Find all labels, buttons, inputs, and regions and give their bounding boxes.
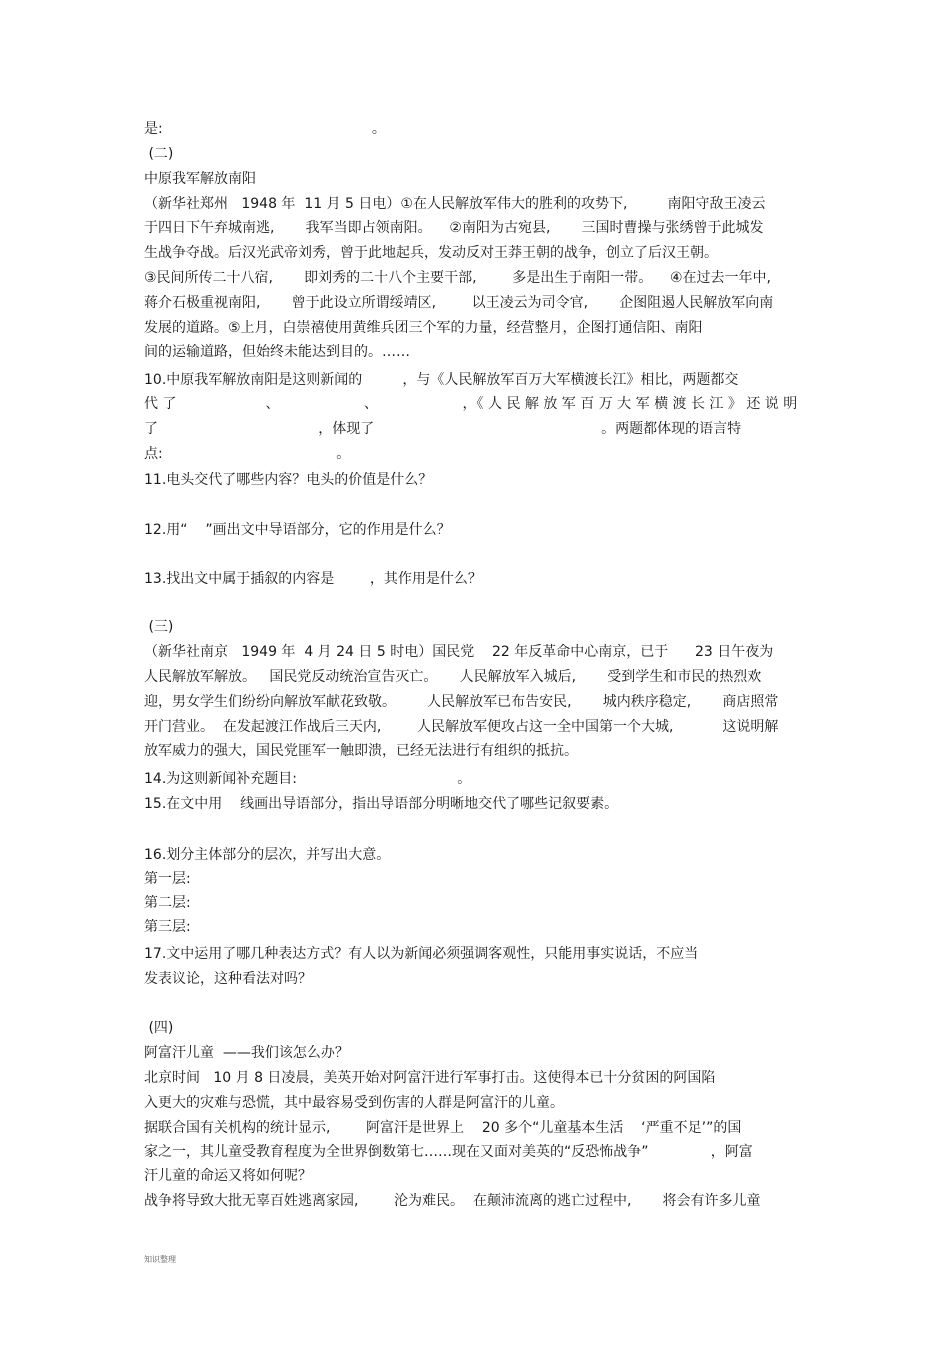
text-line: 据联合国有关机构的统计显示, 阿富汗是世界上 20 多个“儿童基本生活 ‘严重不足’”的国 <box>144 1120 742 1136</box>
section-heading: (二) <box>144 146 174 162</box>
question-10: 10.中原我军解放南阳是这则新闻的 ，与《人民解放军百万大军横渡长江》相比，两题都交 <box>144 372 739 388</box>
text-line: 点: 。 <box>144 446 351 462</box>
text-line: 迎，男女学生们纷纷向解放军献花致敬。 人民解放军已布告安民, 城内秩序稳定, 商店照常 <box>144 694 779 710</box>
text-line: 是: 。 <box>144 121 386 137</box>
section-heading: (三) <box>144 619 174 635</box>
text-line: 代 了 、 、 ，《 人 民 解 放 军 百 万 大 军 横 渡 长 江 》 还 说 明 <box>144 396 798 412</box>
text-line: 生战争夺战。后汉光武帝刘秀，曾于此地起兵，发动反对王莽王朝的战争，创立了后汉王朝。 <box>144 245 718 261</box>
text-line: 入更大的灾难与恐慌，其中最容易受到伤害的人群是阿富汗的儿童。 <box>144 1095 564 1111</box>
question-12: 12.用“ ”画出文中导语部分，它的作用是什么？ <box>144 522 451 538</box>
text-line: 家之一，其儿童受教育程度为全世界倒数第七……现在又面对美英的“反恐怖战争” ，阿富 <box>144 1144 753 1160</box>
question-11: 11.电头交代了哪些内容？电头的价值是什么？ <box>144 472 433 488</box>
question-17: 17.文中运用了哪几种表达方式？有人以为新闻必须强调客观性，只能用事实说话，不应当 <box>144 946 699 962</box>
text-line: 发展的道路。⑤上月，白崇禧使用黄维兵团三个军的力量，经营整月，企图打通信阳、南阳 <box>144 320 703 336</box>
text-line: （新华社南京 1949 年 4 月 24 日 5 时电）国民党 22 年反革命中心南京，已于 23 日午夜为 <box>144 644 774 660</box>
text-line: ③民间所传二十八宿, 即刘秀的二十八个主要干部, 多是出生于南阳一带。 ④在过去一年中, <box>144 270 772 286</box>
text-line: 于四日下午弃城南逃, 我军当即占领南阳。 ②南阳为古宛县, 三国时曹操与张绣曾于此城发 <box>144 220 764 236</box>
text-line: 第一层: <box>144 871 191 887</box>
text-line: 放军威力的强大，国民党匪军一触即溃，已经无法进行有组织的抵抗。 <box>144 743 578 759</box>
text-line: 第三层: <box>144 919 191 935</box>
page-footer: 知识整理 <box>144 1255 176 1264</box>
text-line: 战争将导致大批无辜百姓逃离家园, 沦为难民。 在颠沛流离的逃亡过程中, 将会有许多儿童 <box>144 1193 761 1209</box>
news-title: 中原我军解放南阳 <box>144 171 256 187</box>
question-13: 13.找出文中属于插叙的内容是 ，其作用是什么？ <box>144 571 482 587</box>
text-line: 第二层: <box>144 895 191 911</box>
question-15: 15.在文中用 线画出导语部分，指出导语部分明晰地交代了哪些记叙要素。 <box>144 796 619 812</box>
text-line: 汗儿童的命运又将如何呢？ <box>144 1168 312 1184</box>
text-line: 间的运输道路，但始终未能达到目的。…… <box>144 344 410 360</box>
section-heading: (四) <box>144 1020 174 1036</box>
question-14: 14.为这则新闻补充题目: 。 <box>144 771 472 787</box>
news-title: 阿富汗儿童 ——我们该怎么办？ <box>144 1045 349 1061</box>
text-line: 开门营业。 在发起渡江作战后三天内, 人民解放军便攻占这一全中国第一个大城, 这说明解 <box>144 719 779 735</box>
text-line: 了 ，体现了 。两题都体现的语言特 <box>144 421 742 437</box>
text-line: 蒋介石极重视南阳, 曾于此设立所谓绥靖区, 以王凌云为司令官, 企图阻遏人民解放军向南 <box>144 295 774 311</box>
question-16: 16.划分主体部分的层次，并写出大意。 <box>144 847 391 863</box>
text-line: 人民解放军解放。 国民党反动统治宣告灭亡。 人民解放军入城后, 受到学生和市民的热烈欢 <box>144 669 762 685</box>
text-line: （新华社郑州 1948 年 11 月 5 日电）①在人民解放军伟大的胜利的攻势下, 南阳守敌王凌云 <box>144 196 766 212</box>
text-line: 发表议论，这种看法对吗？ <box>144 971 312 987</box>
text-line: 北京时间 10 月 8 日凌晨，美英开始对阿富汗进行军事打击。这使得本已十分贫困的阿国陷 <box>144 1070 716 1086</box>
